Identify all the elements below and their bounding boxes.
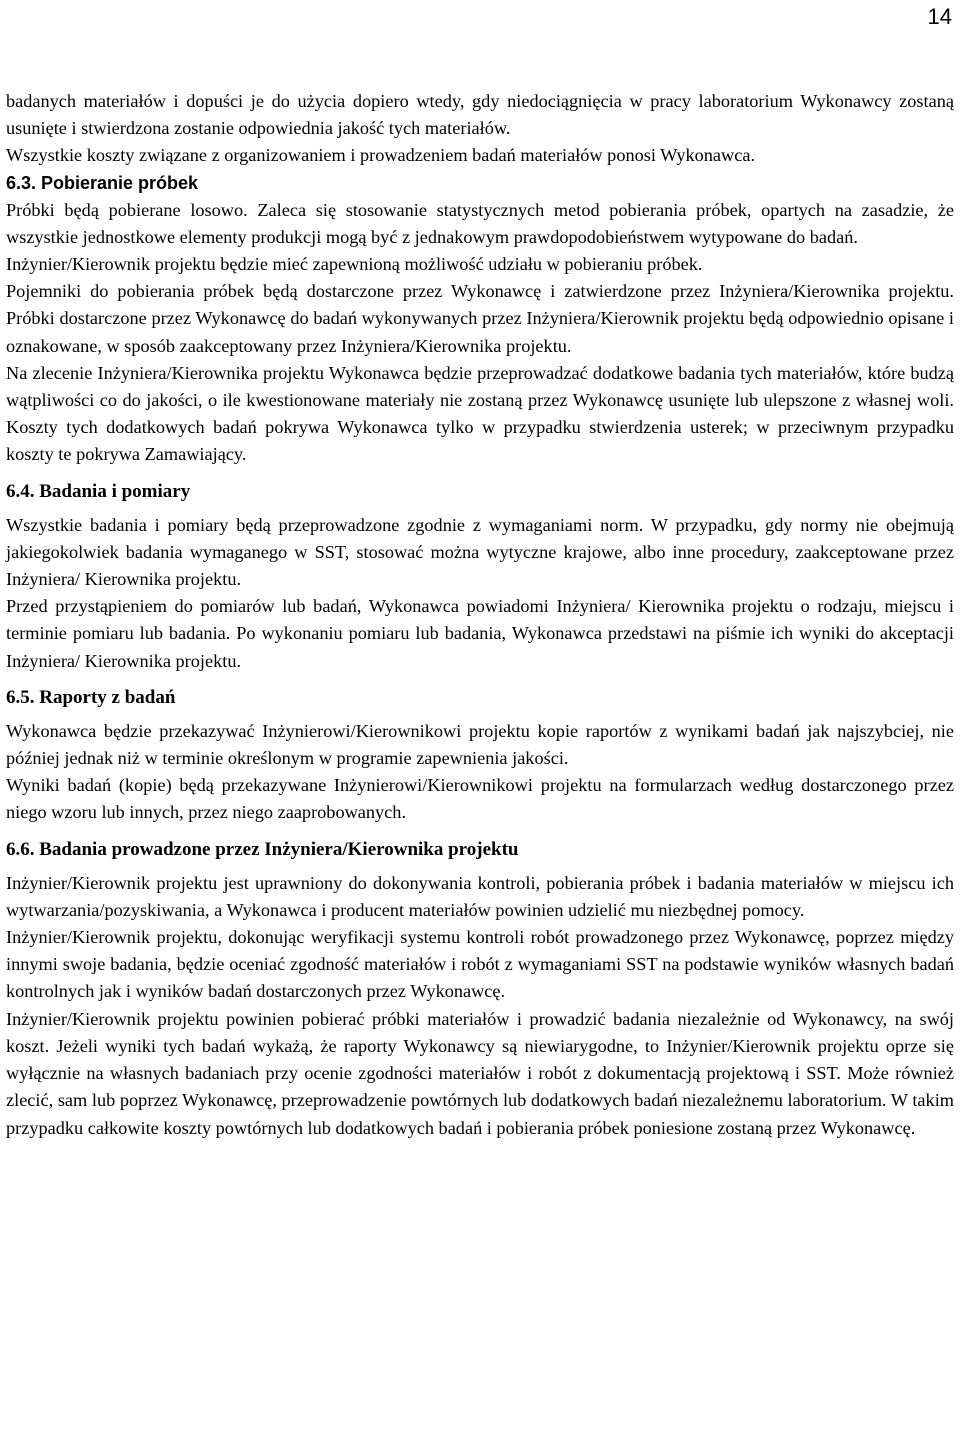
- paragraph: Inżynier/Kierownik projektu jest uprawniony do dokonywania kontroli, pobierania próbek i badania materiałów w miejscu ich wytwarzania/pozyskiwania, a Wykonawca i producent materiałów powinien udzielić mu niezbędnej pomocy.: [6, 872, 954, 920]
- paragraph: badanych materiałów i dopuści je do użycia dopiero wtedy, gdy niedociągnięcia w pracy laboratorium Wykonawcy zostaną usunięte i stwierdzona zostanie odpowiednia jakość tych materiałów.: [6, 91, 954, 139]
- paragraph: Inżynier/Kierownik projektu będzie mieć zapewnioną możliwość udziału w pobieraniu próbek.: [6, 254, 703, 275]
- paragraph: Na zlecenie Inżyniera/Kierownika projektu Wykonawca będzie przeprowadzać dodatkowe badania tych materiałów, które budzą wątpliwości co do jakości, o ile kwestionowane materiały nie zostaną przez Wykonawcę usunięte lub ulepszone z własnej woli. Koszty tych dodatkowych badań pokrywa Wykonawca tylko w przypadku stwierdzenia usterek; w przeciwnym przypadku koszty te pokrywa Zamawiający.: [6, 362, 954, 465]
- section-heading-6-4: 6.4. Badania i pomiary: [6, 480, 191, 502]
- section-heading-6-5: 6.5. Raporty z badań: [6, 686, 176, 708]
- paragraph: Przed przystąpieniem do pomiarów lub badań, Wykonawca powiadomi Inżyniera/ Kierownika projektu o rodzaju, miejscu i terminie pomiaru lub badania. Po wykonaniu pomiaru lub badania, Wykonawca przedstawi na piśmie ich wyniki do akceptacji Inżyniera/ Kierownika projektu.: [6, 596, 954, 671]
- paragraph: Wszystkie badania i pomiary będą przeprowadzone zgodnie z wymaganiami norm. W przypadku, gdy normy nie obejmują jakiegokolwiek badania wymaganego w SST, stosować można wytyczne krajowe, albo inne procedury, zaakceptowane przez Inżyniera/ Kierownika projektu.: [6, 514, 954, 590]
- page-number: 14: [927, 4, 952, 29]
- section-heading-6-3: 6.3. Pobieranie próbek: [6, 172, 199, 193]
- paragraph: Wykonawca będzie przekazywać Inżynierowi/Kierownikowi projektu kopie raportów z wynikami badań jak najszybciej, nie później jednak niż w terminie określonym w programie zapewnienia jakości.: [6, 720, 954, 769]
- document-body: [6, 88, 954, 1142]
- paragraph: Próbki będą pobierane losowo. Zaleca się stosowanie statystycznych metod pobierania próbek, opartych na zasadzie, że wszystkie jednostkowe elementy produkcji mogą być z jednakowym prawdopodobieństwem wytypowane do badań.: [6, 199, 954, 247]
- paragraph: Inżynier/Kierownik projektu powinien pobierać próbki materiałów i prowadzić badania niezależnie od Wykonawcy, na swój koszt. Jeżeli wyniki tych badań wykażą, że raporty Wykonawcy są niewiarygodne, to Inżynier/Kierownik projektu oprze się wyłącznie na własnych badaniach przy ocenie zgodności materiałów i robót z dokumentacją projektową i SST. Może również zlecić, sam lub poprzez Wykonawcę, przeprowadzenie powtórnych lub dodatkowych badań niezależnemu laboratorium. W takim przypadku całkowite koszty powtórnych lub dodatkowych badań i pobierania próbek poniesione zostaną przez Wykonawcę.: [6, 1008, 954, 1138]
- paragraph: Wszystkie koszty związane z organizowaniem i prowadzeniem badań materiałów ponosi Wykonawca.: [6, 145, 756, 166]
- paragraph: Pojemniki do pobierania próbek będą dostarczone przez Wykonawcę i zatwierdzone przez Inżyniera/Kierownika projektu. Próbki dostarczone przez Wykonawcę do badań wykonywanych przez Inżyniera/Kierownik projektu będą odpowiednio opisane i oznakowane, w sposób zaakceptowany przez Inżyniera/Kierownika projektu.: [6, 281, 954, 356]
- section-heading-6-6: 6.6. Badania prowadzone przez Inżyniera/Kierownika projektu: [6, 838, 519, 860]
- paragraph: Inżynier/Kierownik projektu, dokonując weryfikacji systemu kontroli robót prowadzonego przez Wykonawcę, poprzez między innymi swoje badania, będzie oceniać zgodność materiałów i robót z wymaganiami SST na podstawie wyników własnych badań kontrolnych jak i wyników badań dostarczonych przez Wykonawcę.: [6, 927, 954, 1002]
- paragraph: Wyniki badań (kopie) będą przekazywane Inżynierowi/Kierownikowi projektu na formularzach według dostarczonego przez niego wzoru lub innych, przez niego zaaprobowanych.: [6, 775, 954, 823]
